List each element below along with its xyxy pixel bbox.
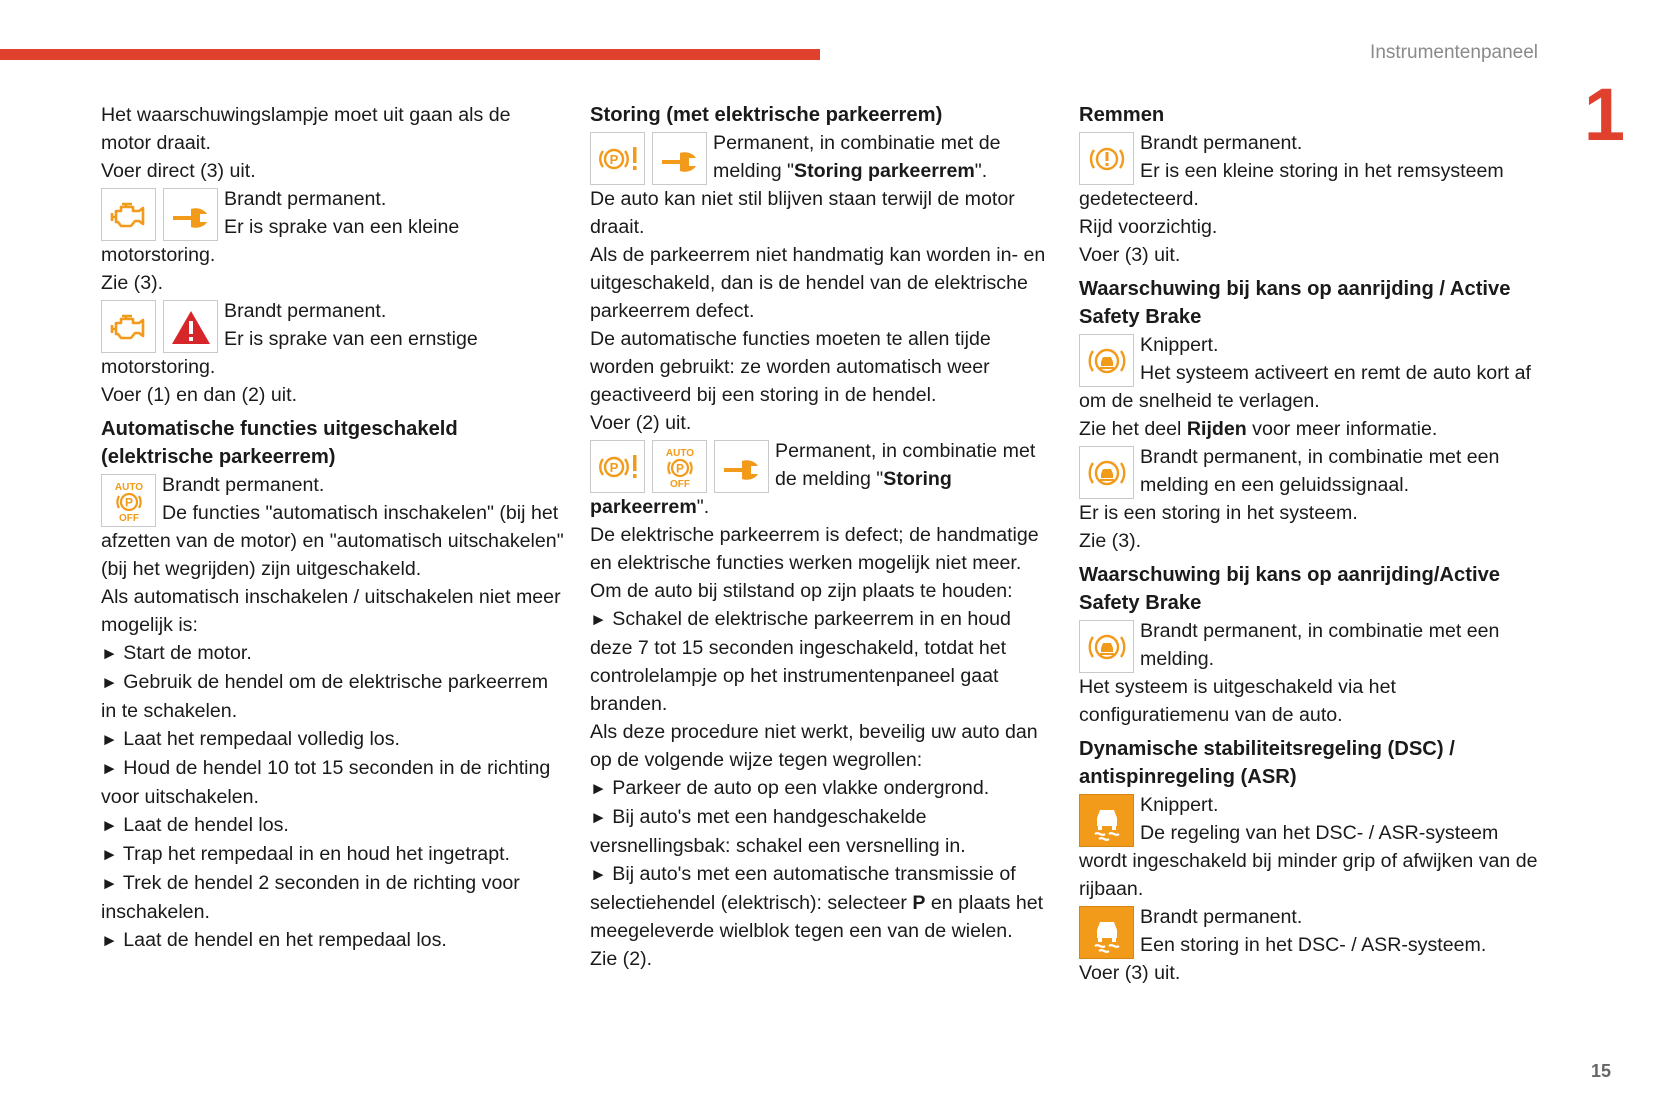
section-heading: Waarschuwing bij kans op aanrijding/Active Safety Brake — [1079, 564, 1501, 614]
list-item: ► Houd de hendel 10 tot 15 seconden in de richting voor uitschakelen. — [101, 757, 551, 808]
warning-entry — [101, 297, 566, 381]
list-item: ► Trap het rempedaal in en houd het ingetrapt. — [101, 843, 510, 865]
list-item: ► Schakel de elektrische parkeerrem in en houd deze 7 tot 15 seconden ingeschakeld, totdat het controlelampje op het instrumentenpaneel gaat branden. — [590, 608, 1011, 715]
list-item: ► Laat de hendel los. — [101, 814, 289, 836]
list-item: ► Laat de hendel en het rempedaal los. — [101, 929, 447, 951]
section-heading: Dynamische stabiliteitsregeling (DSC) / antispinregeling (ASR) — [1079, 738, 1455, 788]
list-item: ► Bij auto's met een handgeschakelde versnellingsbak: schakel een versnelling in. — [590, 806, 966, 857]
entry-status: Brandt permanent. — [224, 300, 387, 322]
list-item: ► Trek de hendel 2 seconden in de richting voor inschakelen. — [101, 872, 520, 923]
section-heading: Storing (met elektrische parkeerrem) — [590, 104, 943, 126]
paragraph: Voer (3) uit. — [1079, 962, 1181, 984]
list-item: ► Bij auto's met een automatische transmissie of selectiehendel (elektrisch): selecteer P en plaats het meegeleverde wielblok tegen een van de wielen. — [590, 863, 1044, 942]
column-3 — [1079, 101, 1544, 987]
list-item: ► Start de motor. — [101, 642, 252, 664]
paragraph: Als automatisch inschakelen / uitschakelen niet meer mogelijk is: — [101, 586, 561, 636]
page-number: 15 — [1590, 1061, 1611, 1081]
entry-status: Brandt permanent. — [224, 188, 387, 210]
paragraph: Om de auto bij stilstand op zijn plaats te houden: — [590, 580, 1013, 602]
section-heading: Remmen — [1079, 104, 1165, 126]
entry-text: Brandt permanent, in combinatie met een melding en een geluidssignaal. — [1140, 446, 1500, 496]
column-2 — [590, 101, 1055, 973]
collision-warning-icon — [1079, 446, 1134, 499]
list-item: ► Laat het rempedaal volledig los. — [101, 728, 400, 750]
entry-status: Brandt permanent. — [1140, 132, 1303, 154]
entry-text: Brandt permanent, in combinatie met een melding. — [1140, 620, 1500, 670]
paragraph: De auto kan niet stil blijven staan terwijl de motor draait. — [590, 188, 1015, 238]
entry-text: Permanent, in combinatie met de melding "Storing parkeerrem". — [590, 440, 1036, 518]
engine-warning-icon — [101, 188, 156, 241]
paragraph: Er is een storing in het systeem. — [1079, 502, 1358, 524]
section-heading: Waarschuwing bij kans op aanrijding / Active Safety Brake — [1079, 278, 1511, 328]
auto-p-off-icon — [652, 440, 707, 493]
column-1 — [101, 101, 566, 955]
warning-entry — [1079, 331, 1544, 415]
list-item: ► Gebruik de hendel om de elektrische parkeerrem in te schakelen. — [101, 671, 549, 722]
dsc-asr-icon — [1079, 794, 1134, 847]
entry-status: Knippert. — [1140, 794, 1219, 816]
chapter-number: 1 — [1583, 73, 1625, 156]
collision-warning-icon — [1079, 334, 1134, 387]
brake-warning-icon — [1079, 132, 1134, 185]
paragraph: Het waarschuwingslampje moet uit gaan als de motor draait. — [101, 104, 511, 154]
warning-entry — [101, 471, 566, 583]
paragraph: Voer (1) en dan (2) uit. — [101, 384, 298, 406]
entry-status: Brandt permanent. — [162, 474, 325, 496]
warning-triangle-icon — [163, 300, 218, 353]
list-item: ► Parkeer de auto op een vlakke ondergrond. — [590, 777, 990, 799]
paragraph: De automatische functies moeten te allen tijde worden gebruikt: ze worden automatisch weer geactiveerd bij een storing in de hendel. — [590, 328, 991, 406]
warning-entry — [1079, 617, 1544, 673]
paragraph: Voer (3) uit. — [1079, 244, 1181, 266]
header-accent-bar — [0, 49, 820, 60]
wrench-icon — [714, 440, 769, 493]
entry-text: Het systeem activeert en remt de auto kort af om de snelheid te verlagen. — [1079, 362, 1531, 412]
warning-entry — [590, 437, 1055, 521]
entry-text: De functies "automatisch inschakelen" (bij het afzetten van de motor) en "automatisch uitschakelen" (bij het wegrijden) zijn uitgeschakeld. — [101, 502, 564, 580]
paragraph: De elektrische parkeerrem is defect; de handmatige en elektrische functies werken mogelijk niet meer. — [590, 524, 1039, 574]
paragraph: Zie (3). — [1079, 530, 1142, 552]
entry-text: De regeling van het DSC- / ASR-systeem wordt ingeschakeld bij minder grip of afwijken van de rijbaan. — [1079, 822, 1538, 900]
entry-text: Er is sprake van een ernstige motorstoring. — [101, 328, 478, 378]
entry-text: Er is een kleine storing in het remsysteem gedetecteerd. — [1079, 160, 1504, 210]
entry-text: Er is sprake van een kleine motorstoring. — [101, 216, 460, 266]
parking-brake-fault-icon — [590, 132, 645, 185]
entry-status: Brandt permanent. — [1140, 906, 1303, 928]
entry-text: Een storing in het DSC- / ASR-systeem. — [1140, 934, 1487, 956]
collision-warning-icon — [1079, 620, 1134, 673]
paragraph: Als deze procedure niet werkt, beveilig uw auto dan op de volgende wijze tegen wegrollen: — [590, 721, 1038, 771]
paragraph: Zie (3). — [101, 272, 164, 294]
warning-entry — [1079, 903, 1544, 959]
entry-text: Permanent, in combinatie met de melding "Storing parkeerrem". — [713, 132, 1001, 182]
entry-status: Knippert. — [1140, 334, 1219, 356]
paragraph: Het systeem is uitgeschakeld via het configuratiemenu van de auto. — [1079, 676, 1396, 726]
wrench-icon — [163, 188, 218, 241]
section-title: Instrumentenpaneel — [1370, 42, 1538, 63]
paragraph: Zie (2). — [590, 948, 653, 970]
paragraph: Voer direct (3) uit. — [101, 160, 256, 182]
section-heading: Automatische functies uitgeschakeld (elektrische parkeerrem) — [101, 418, 458, 468]
warning-entry — [1079, 129, 1544, 213]
warning-entry — [1079, 791, 1544, 903]
warning-entry — [1079, 443, 1544, 499]
paragraph: Zie het deel Rijden voor meer informatie. — [1079, 418, 1438, 440]
warning-entry — [590, 129, 1055, 185]
parking-brake-fault-icon — [590, 440, 645, 493]
engine-warning-icon — [101, 300, 156, 353]
wrench-icon — [652, 132, 707, 185]
auto-p-off-icon — [101, 474, 156, 527]
paragraph: Voer (2) uit. — [590, 412, 692, 434]
paragraph: Rijd voorzichtig. — [1079, 216, 1218, 238]
paragraph: Als de parkeerrem niet handmatig kan worden in- en uitgeschakeld, dan is de hendel van de elektrische parkeerrem defect. — [590, 244, 1046, 322]
dsc-asr-icon — [1079, 906, 1134, 959]
warning-entry — [101, 185, 566, 269]
